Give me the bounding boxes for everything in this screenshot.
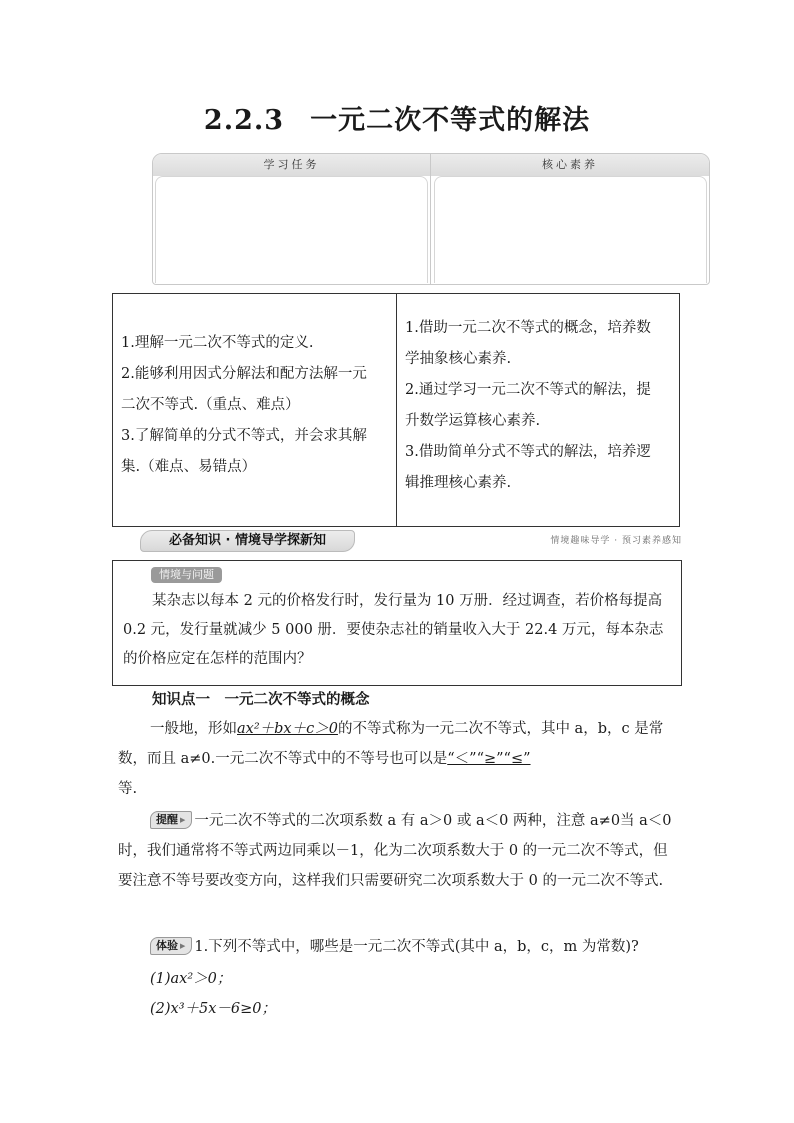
- exercise-item-text: (1)ax²＞0；: [150, 971, 232, 987]
- header-core-literacy: 核心素养: [542, 158, 598, 171]
- literacy-line: 学抽象核心素养.: [405, 351, 512, 367]
- header-divider: [430, 154, 431, 284]
- header-cell-right: [434, 176, 707, 283]
- scenario-tag: 情境与问题: [151, 567, 222, 583]
- section-banner: 必备知识 · 情境导学探新知: [140, 530, 355, 552]
- inequality-symbols: “＜”“≥”“≤”: [447, 751, 531, 767]
- experience-paragraph: [118, 932, 680, 962]
- task-line: 1.理解一元二次不等式的定义.: [121, 335, 314, 351]
- tip-paragraph: [118, 806, 680, 896]
- definition-text-c: 等.: [118, 781, 138, 797]
- knowledge-point-title: 知识点一 一元二次不等式的概念: [152, 692, 370, 708]
- experience-tag: 体验 ▶: [150, 937, 192, 955]
- core-literacy-column: [405, 313, 677, 499]
- task-line: 2.能够利用因式分解法和配方法解一元: [121, 366, 367, 382]
- scenario-box: [112, 560, 682, 686]
- exercise-item-text: (2)x³＋5x－6≥0；: [150, 1001, 277, 1017]
- tip-tag: 提醒 ▶: [150, 811, 192, 829]
- tip-text: 一元二次不等式的二次项系数 a 有 a＞0 或 a＜0 两种，注意 a≠0当 a＜0 时，我们通常将不等式两边同乘以－1，化为二次项系数大于 0 的一元二次不等式，但要注意不等号要改变方向，这样我们只需要研究二次项系数大于 0 的一元二次不等式.: [118, 813, 672, 889]
- exercise-item-1: [118, 964, 680, 994]
- task-line: 集.（难点、易错点）: [121, 459, 257, 475]
- section-title: 一元二次不等式的解法: [310, 105, 591, 136]
- header-learning-tasks: 学习任务: [263, 158, 320, 171]
- section-banner-subtitle: 情境趣味导学 · 预习素养感知: [550, 536, 682, 546]
- exercise-item-2: [118, 994, 680, 1024]
- literacy-line: 2.通过学习一元二次不等式的解法，提: [405, 382, 651, 398]
- page-title: [0, 98, 794, 137]
- section-number: 2.2.3: [203, 105, 285, 136]
- experience-question: 1.下列不等式中，哪些是一元二次不等式(其中 a，b，c，m 为常数)?: [194, 939, 639, 955]
- scenario-text: 某杂志以每本 2 元的价格发行时，发行量为 10 万册．经过调查，若价格每提高 0.2 元，发行量就减少 5 000 册．要使杂志社的销量收入大于 22.4 万元，每本杂志的价格应定在怎样的范围内？: [123, 593, 664, 667]
- goals-table: [112, 293, 680, 527]
- definition-paragraph: [118, 714, 680, 804]
- literacy-line: 辑推理核心素养.: [405, 475, 512, 491]
- learning-tasks-column: [121, 328, 393, 483]
- literacy-line: 升数学运算核心素养.: [405, 413, 541, 429]
- definition-text-a: 一般地，形如: [150, 721, 237, 737]
- table-divider: [396, 294, 397, 526]
- task-line: 二次不等式.（重点、难点）: [121, 397, 300, 413]
- definition-text-b: 的不等式称为一元二次不等式，其中 a，b，c 是常数，而且 a≠0.一元二次不等式中的不等号也可以是: [118, 721, 664, 767]
- literacy-line: 1.借助一元二次不等式的概念，培养数: [405, 320, 651, 336]
- task-line: 3.了解简单的分式不等式，并会求其解: [121, 428, 367, 444]
- task-literacy-header: [152, 153, 710, 285]
- inequality-formula: ax²＋bx＋c＞0: [237, 721, 338, 737]
- literacy-line: 3.借助简单分式不等式的解法，培养逻: [405, 444, 651, 460]
- header-cell-left: [155, 176, 428, 283]
